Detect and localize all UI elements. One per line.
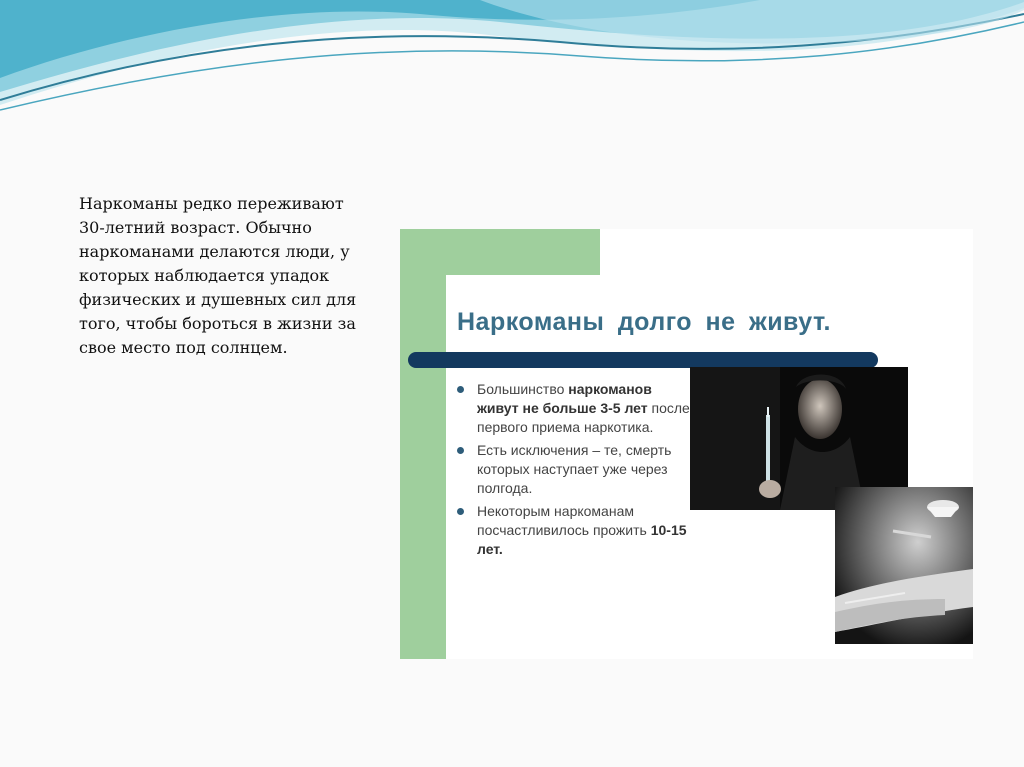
green-accent-bar [400,229,446,659]
wave-header-decoration [0,0,1024,120]
photo-hand-syringe [835,487,973,644]
slide-title: Наркоманы долго не живут. [457,308,832,336]
bullet-text: Есть исключения – те, смерть которых наступает уже через полгода. [477,442,672,496]
bullet-text: Некоторым наркоманам посчастливилось прожить [477,503,651,538]
bullet-item [455,502,695,559]
bullet-dot-icon [457,386,464,393]
green-accent-block [400,229,600,275]
embedded-slide [400,229,973,659]
bullet-text: Большинство [477,381,569,397]
bullet-dot-icon [457,508,464,515]
bullet-text: после первого приема наркотика. [477,400,690,435]
bullet-dot-icon [457,447,464,454]
bullet-list [455,380,695,563]
body-text-paragraph: Наркоманы редко переживают 30-летний возраст. Обычно наркоманами делаются люди, у которых наблюдается упадок физических и душевных сил для того, чтобы бороться в жизни за свое место под солнцем. [79,194,357,357]
bullet-item [455,441,695,498]
bullet-item [455,380,695,437]
bullet-text-bold: 10-15 лет. [477,522,687,557]
bullet-text-bold: наркоманов живут не больше 3-5 лет [477,381,652,416]
title-underline-bar [408,352,878,368]
